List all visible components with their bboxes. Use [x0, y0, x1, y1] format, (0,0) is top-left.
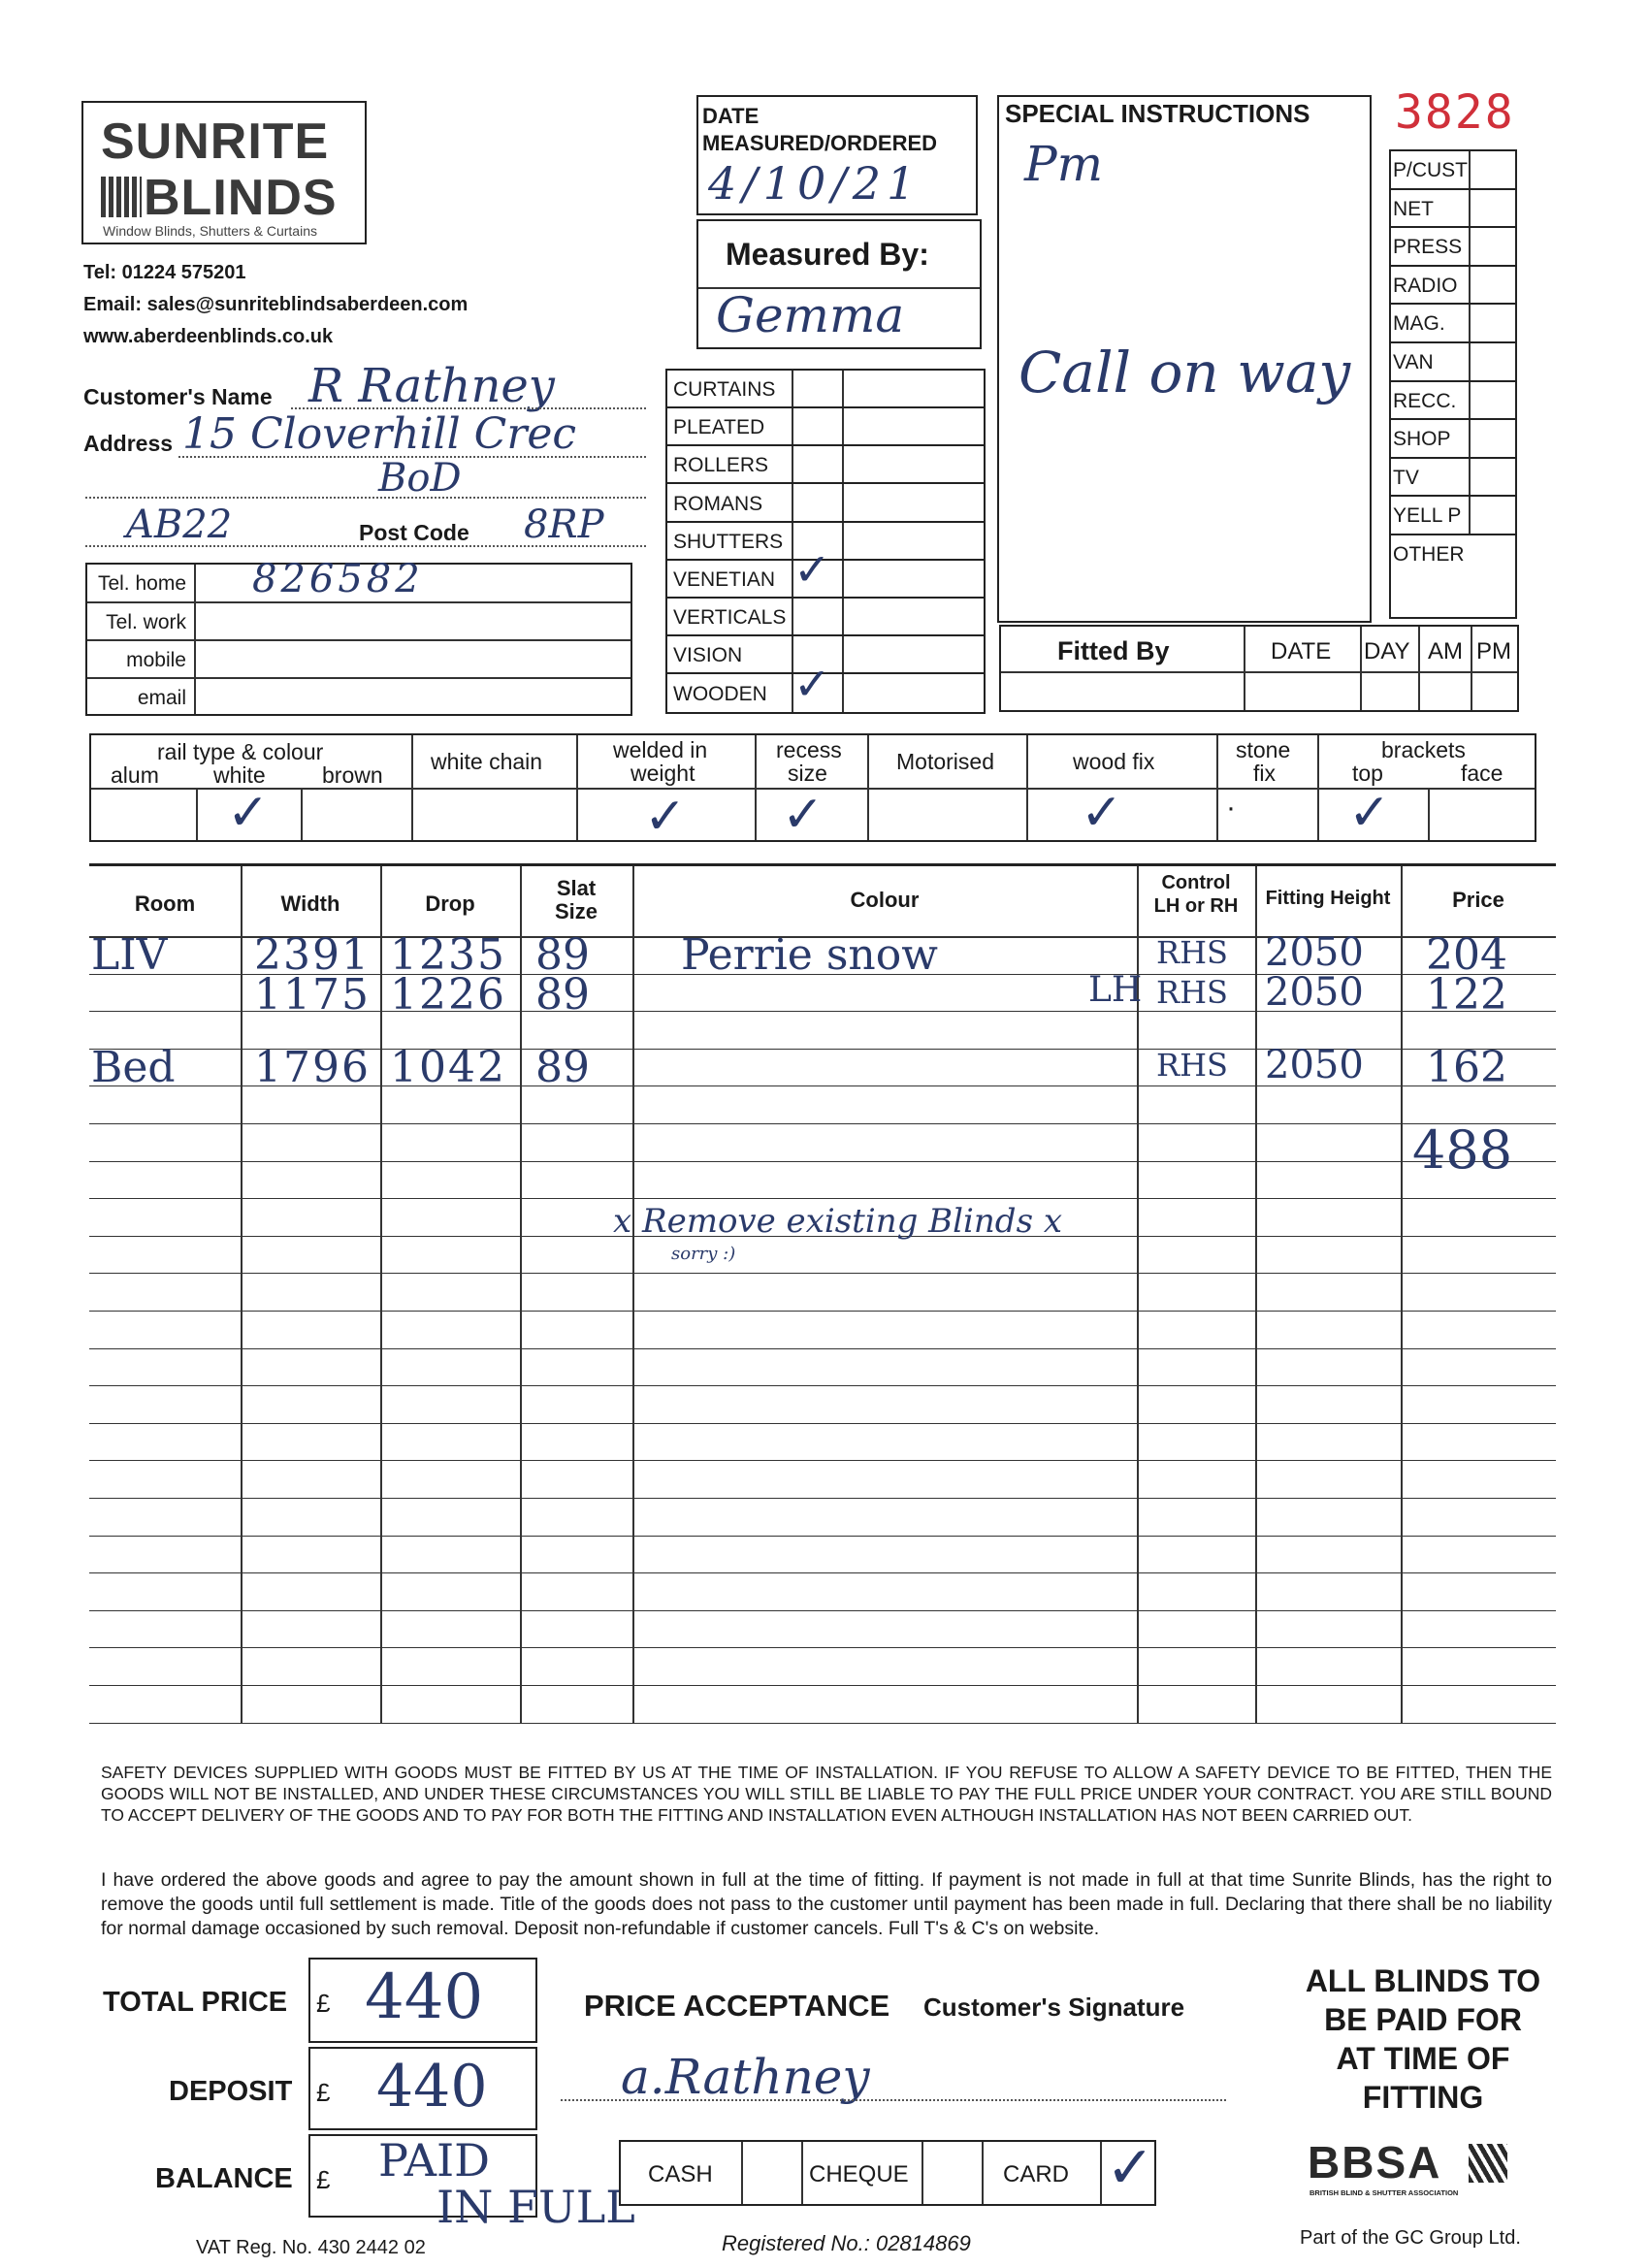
- product-type-label: PLEATED: [673, 416, 765, 439]
- row-slat-size[interactable]: 89: [535, 1042, 590, 1092]
- total-price-currency: £: [316, 1989, 331, 2018]
- options-grid: [89, 733, 1536, 846]
- fitted-by-box: [999, 625, 1519, 712]
- payment-method-box[interactable]: [619, 2134, 1156, 2206]
- stone-fix-dot[interactable]: ·: [1226, 792, 1236, 824]
- notice-line4: FITTING: [1362, 2080, 1484, 2115]
- row-fitting-height[interactable]: 2050: [1265, 1042, 1364, 1087]
- date-measured-box: [696, 95, 978, 215]
- signature-line: [561, 2099, 1226, 2101]
- address-line3[interactable]: AB22: [126, 502, 233, 547]
- notice-line1: ALL BLINDS TO: [1305, 1963, 1541, 1998]
- source-label: RADIO: [1393, 274, 1458, 297]
- stone-label-line1: stone: [1236, 737, 1291, 762]
- col-header-room: Room: [134, 891, 196, 916]
- col-header-lh-rh: LH or RH: [1153, 895, 1239, 917]
- registered-number: Registered No.: 02814869: [722, 2231, 971, 2255]
- product-type-label: VERTICALS: [673, 606, 787, 630]
- source-label: NET: [1393, 197, 1434, 220]
- product-type-row[interactable]: [667, 485, 984, 523]
- company-logo: [81, 101, 367, 244]
- total-price-box: [308, 1958, 537, 2043]
- order-table: [89, 863, 1556, 1740]
- product-type-list: [665, 369, 986, 714]
- contact-table: [85, 557, 632, 716]
- source-label: RECC.: [1393, 389, 1457, 412]
- source-row[interactable]: [1391, 420, 1515, 459]
- product-type-label: VENETIAN: [673, 568, 776, 591]
- customer-name-label: Customer's Name: [83, 384, 273, 409]
- product-type-row[interactable]: [667, 543, 984, 599]
- product-type-row[interactable]: [667, 408, 984, 446]
- wood-fix-tick[interactable]: ✓: [1081, 784, 1123, 842]
- date-measured-value[interactable]: 4/10/21: [708, 157, 922, 210]
- row-control[interactable]: RHS: [1156, 934, 1228, 971]
- row-width[interactable]: 1796: [254, 1042, 371, 1092]
- special-instructions-line2[interactable]: Call on way: [1018, 340, 1351, 405]
- rail-white-tick[interactable]: ✓: [227, 784, 270, 842]
- row-drop[interactable]: 1235: [390, 930, 506, 980]
- col-header-fitting-height: Fitting Height: [1265, 888, 1391, 909]
- source-row[interactable]: [1391, 535, 1515, 574]
- source-row[interactable]: [1391, 305, 1515, 343]
- brackets-face-label: face: [1461, 761, 1504, 786]
- vat-number: VAT Reg. No. 430 2442 02: [196, 2237, 426, 2258]
- source-row[interactable]: [1391, 190, 1515, 229]
- source-row[interactable]: [1391, 151, 1515, 190]
- source-label: VAN: [1393, 351, 1434, 373]
- fitted-by-date-label: DATE: [1271, 638, 1332, 664]
- col-header-control: Control: [1161, 872, 1231, 893]
- recess-label-line2: size: [788, 761, 827, 786]
- product-type-label: CURTAINS: [673, 378, 776, 401]
- rail-brown-label: brown: [322, 762, 383, 788]
- source-label: TV: [1393, 466, 1419, 489]
- source-label: P/CUST: [1393, 159, 1469, 181]
- source-row[interactable]: [1391, 228, 1515, 267]
- recess-label-line1: recess: [776, 737, 842, 762]
- fitted-by-pm-label: PM: [1476, 638, 1511, 664]
- col-header-colour: Colour: [850, 888, 920, 912]
- row-drop[interactable]: 1226: [390, 969, 506, 1020]
- deposit-box: [308, 2047, 537, 2130]
- customer-name-value[interactable]: R Rathney: [308, 359, 555, 413]
- row-width[interactable]: 2391: [254, 930, 371, 980]
- balance-value-line1[interactable]: PAID: [378, 2134, 490, 2187]
- row-control[interactable]: RHS: [1156, 973, 1228, 1011]
- price-total-value[interactable]: 488: [1412, 1119, 1513, 1181]
- payment-card-tick[interactable]: ✓: [1106, 2134, 1155, 2202]
- special-instructions-box: [997, 95, 1372, 623]
- logo-bars-icon: [101, 177, 142, 217]
- logo-name-line1: SUNRITE: [101, 113, 330, 170]
- price-acceptance-title: PRICE ACCEPTANCE: [584, 1989, 890, 2023]
- col-header-size: Size: [554, 899, 598, 923]
- white-chain-label: white chain: [431, 749, 543, 774]
- payment-card-label[interactable]: CARD: [1003, 2161, 1070, 2187]
- company-website: www.aberdeenblinds.co.uk: [83, 326, 334, 347]
- bbsa-logo-sub: BRITISH BLIND & SHUTTER ASSOCIATION: [1310, 2188, 1459, 2197]
- product-type-tick[interactable]: ✓: [793, 543, 831, 596]
- motorised-label: Motorised: [896, 749, 994, 774]
- row-slat-size[interactable]: 89: [535, 969, 590, 1020]
- product-type-label: WOODEN: [673, 682, 767, 705]
- special-instructions-label: SPECIAL INSTRUCTIONS: [1005, 99, 1310, 128]
- row-fitting-height[interactable]: 2050: [1265, 930, 1364, 975]
- rail-white-label: white: [213, 762, 266, 788]
- notice-line3: AT TIME OF: [1336, 2041, 1510, 2076]
- col-header-price: Price: [1452, 888, 1504, 912]
- row-control[interactable]: RHS: [1156, 1046, 1228, 1084]
- postcode-value[interactable]: 8RP: [524, 502, 604, 547]
- row-lh-note[interactable]: LH: [1088, 969, 1143, 1010]
- address-label: Address: [83, 431, 174, 456]
- group-label: Part of the GC Group Ltd.: [1300, 2227, 1521, 2249]
- fitted-by-am-label: AM: [1428, 638, 1463, 664]
- deposit-label: DEPOSIT: [169, 2076, 293, 2107]
- fitted-by-label: Fitted By: [1057, 636, 1170, 665]
- address-line1[interactable]: 15 Cloverhill Crec: [182, 409, 577, 459]
- balance-currency: £: [316, 2165, 331, 2194]
- payment-terms: I have ordered the above goods and agree to pay the amount shown in full at the time of fitting. If payment is not made in full at that time Sunrite Blinds, has the right to remove the goods until full settlement is made. Title of the goods does not pass to the customer until payment has been made in full. Declaring that there shall be no liability for normal damage occasioned by such removal. Deposit non-refundable if customer cancels. Full T's & C's on website.: [101, 1869, 1552, 1939]
- deposit-value[interactable]: 440: [376, 2053, 488, 2121]
- postcode-label: Post Code: [359, 520, 469, 545]
- welded-label-line1: welded in: [613, 737, 708, 762]
- welded-label-line2: weight: [630, 761, 695, 786]
- order-number: 3828: [1395, 85, 1515, 140]
- contact-label-work: Tel. work: [106, 611, 186, 633]
- bbsa-stripes-icon: [1469, 2144, 1507, 2183]
- rail-alum-label: alum: [111, 762, 159, 788]
- address-line3-rule: [85, 545, 646, 547]
- source-row[interactable]: [1391, 267, 1515, 306]
- row-fitting-height[interactable]: 2050: [1265, 969, 1364, 1015]
- stone-label-line2: fix: [1253, 761, 1276, 786]
- payment-cash-label[interactable]: CASH: [648, 2161, 713, 2187]
- row-room[interactable]: Bed: [91, 1042, 176, 1092]
- product-type-label: SHUTTERS: [673, 530, 784, 553]
- source-label: SHOP: [1393, 428, 1451, 451]
- row-colour[interactable]: Perrie snow: [681, 930, 938, 980]
- source-label: OTHER: [1393, 543, 1465, 566]
- address-line2-rule: [85, 497, 646, 499]
- source-row[interactable]: [1391, 459, 1515, 498]
- product-type-tick[interactable]: ✓: [793, 657, 831, 710]
- brackets-top-label: top: [1352, 761, 1383, 786]
- contact-label-home: Tel. home: [97, 572, 186, 595]
- source-list: [1389, 149, 1517, 619]
- contact-label-mobile: mobile: [126, 649, 186, 671]
- company-email: Email: sales@sunriteblindsaberdeen.com: [83, 294, 469, 315]
- contact-value-home[interactable]: 826582: [252, 557, 424, 601]
- brackets-label: brackets: [1381, 737, 1466, 762]
- bbsa-logo-text: BBSA: [1308, 2137, 1442, 2187]
- welded-tick[interactable]: ✓: [644, 788, 687, 846]
- row-price[interactable]: 162: [1426, 1042, 1507, 1092]
- rail-type-label: rail type & colour: [157, 739, 324, 764]
- total-price-label: TOTAL PRICE: [103, 1987, 288, 2018]
- product-type-label: ROMANS: [673, 492, 763, 515]
- measured-by-value[interactable]: Gemma: [716, 287, 905, 343]
- address-line2[interactable]: BoD: [378, 456, 462, 501]
- special-instructions-line1[interactable]: Pm: [1024, 136, 1104, 192]
- source-row[interactable]: [1391, 343, 1515, 382]
- row-slat-size[interactable]: 89: [535, 930, 590, 980]
- row-price[interactable]: 204: [1426, 930, 1507, 980]
- product-type-row[interactable]: [667, 371, 984, 408]
- row-price[interactable]: 122: [1426, 969, 1507, 1020]
- source-label: MAG.: [1393, 312, 1445, 336]
- apology-note[interactable]: sorry :): [671, 1243, 736, 1264]
- row-width[interactable]: 1175: [254, 969, 371, 1020]
- notice-line2: BE PAID FOR: [1324, 2002, 1522, 2037]
- total-price-value[interactable]: 440: [365, 1961, 484, 2033]
- balance-value-line2[interactable]: IN FULL: [436, 2181, 635, 2233]
- company-tel: Tel: 01224 575201: [83, 262, 246, 283]
- logo-name-line2: BLINDS: [144, 170, 338, 226]
- product-type-row[interactable]: [667, 657, 984, 713]
- source-row[interactable]: [1391, 497, 1515, 535]
- source-label: PRESS: [1393, 236, 1463, 259]
- product-type-label: ROLLERS: [673, 454, 769, 477]
- date-measured-label: DATE MEASURED/ORDERED: [702, 104, 938, 155]
- logo-tagline: Window Blinds, Shutters & Curtains: [103, 223, 317, 239]
- source-label: YELL P: [1393, 504, 1462, 528]
- fitted-by-day-label: DAY: [1364, 638, 1410, 664]
- safety-terms: SAFETY DEVICES SUPPLIED WITH GOODS MUST BE FITTED BY US AT THE TIME OF INSTALLATION. IF YOU REFUSE TO ALLOW A SAFETY DEVICE TO BE FITTED, THEN THE GOODS WILL NOT BE INSTALLED, AND UNDER THESE CIRCUMSTANCES YOU WILL STILL BE LIABLE TO PAY THE FULL PRICE UNDER YOUR CONTRACT. YOU ARE STILL BOUND TO ACCEPT DELIVERY OF THE GOODS AND TO PAY FOR BOTH THE FITTING AND INSTALLATION EVEN ALTHOUGH INSTALLATION HAS NOT BEEN CARRIED OUT.: [101, 1763, 1552, 1825]
- wood-fix-label: wood fix: [1073, 749, 1155, 774]
- source-row[interactable]: [1391, 382, 1515, 421]
- measured-by-label: Measured By:: [726, 237, 929, 272]
- product-type-row[interactable]: [667, 446, 984, 484]
- deposit-currency: £: [316, 2078, 331, 2107]
- col-header-slat: Slat: [556, 876, 597, 900]
- payment-cheque-label[interactable]: CHEQUE: [809, 2161, 909, 2187]
- row-drop[interactable]: 1042: [390, 1042, 506, 1092]
- col-header-drop: Drop: [425, 891, 475, 916]
- contact-label-email: email: [137, 687, 186, 709]
- balance-label: BALANCE: [155, 2163, 293, 2194]
- row-room[interactable]: LIV: [91, 930, 168, 980]
- price-acceptance-subtitle: Customer's Signature: [923, 1993, 1185, 2022]
- brackets-top-tick[interactable]: ✓: [1348, 784, 1391, 842]
- product-type-row[interactable]: [667, 599, 984, 636]
- product-type-label: VISION: [673, 644, 743, 667]
- customer-signature[interactable]: a.Rathney: [621, 2049, 870, 2105]
- remove-blinds-note[interactable]: x Remove existing Blinds x: [613, 1202, 1063, 1242]
- measured-by-box: [696, 219, 982, 349]
- bbsa-logo: [1308, 2137, 1533, 2202]
- recess-tick[interactable]: ✓: [782, 786, 824, 844]
- col-header-width: Width: [280, 891, 340, 916]
